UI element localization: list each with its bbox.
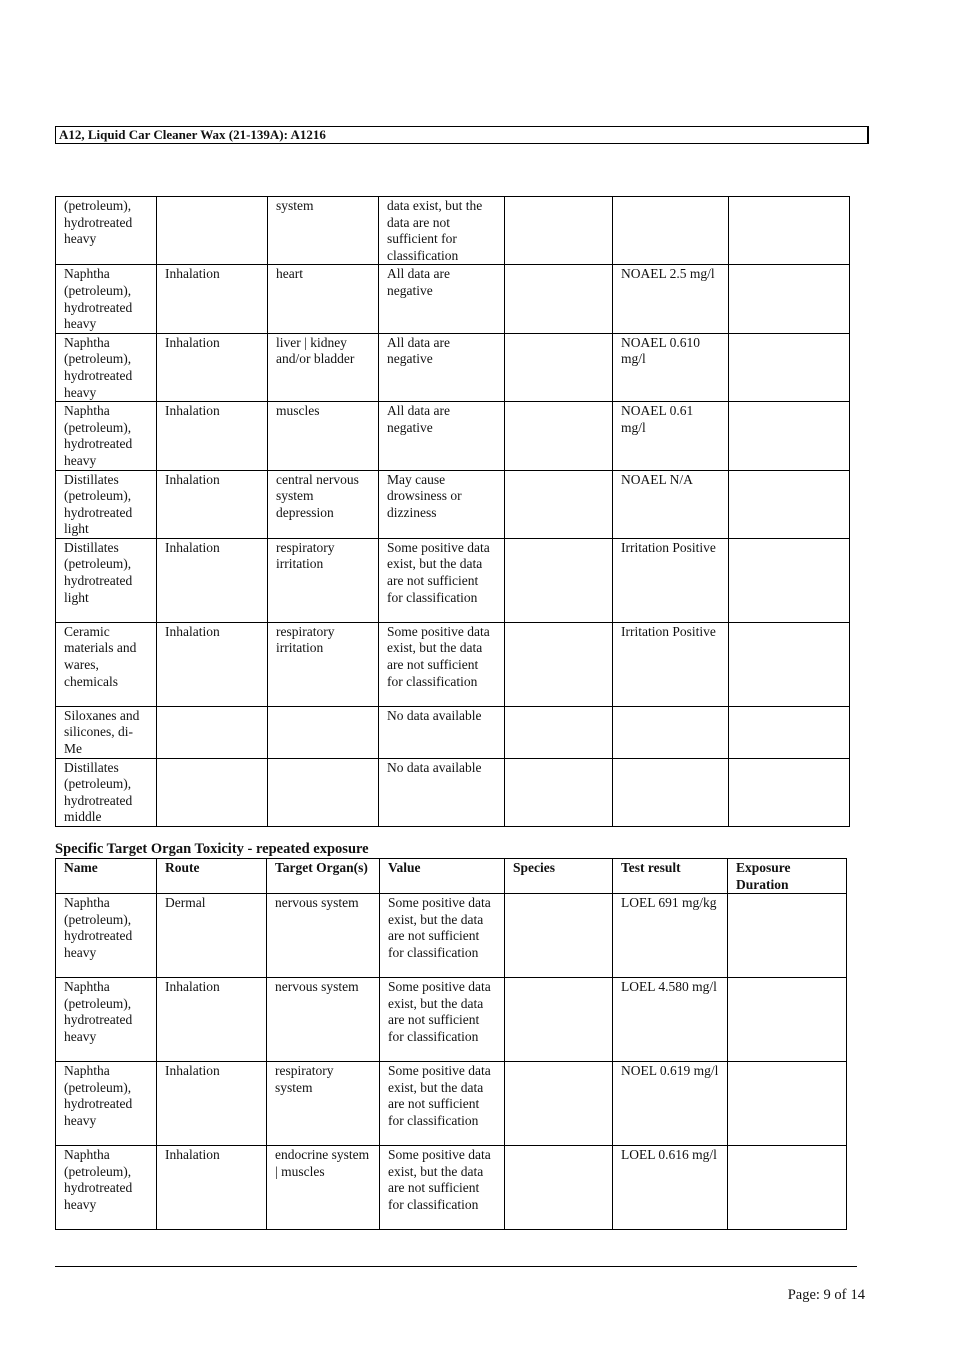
target-organ-cell: system (268, 197, 379, 265)
species-cell (505, 1146, 613, 1230)
table-row (56, 978, 847, 1062)
species-cell (505, 758, 613, 826)
exposure-duration-cell (729, 622, 850, 706)
species-cell (505, 894, 613, 978)
value-cell: Some positive data exist, but the data are not sufficient for classification (379, 622, 505, 706)
species-cell (505, 1062, 613, 1146)
table-row (56, 538, 850, 622)
route-cell (157, 706, 268, 758)
value-cell: May cause drowsiness or dizziness (379, 470, 505, 538)
test-result-cell (613, 706, 729, 758)
test-result-cell: Irritation Positive (613, 622, 729, 706)
route-cell: Inhalation (157, 978, 267, 1062)
value-cell: All data are negative (379, 402, 505, 470)
test-result-cell (613, 758, 729, 826)
target-organ-cell: muscles (268, 402, 379, 470)
species-cell (505, 978, 613, 1062)
repeated-exposure-table (55, 858, 847, 1230)
target-organ-cell: nervous system (267, 894, 380, 978)
species-cell (505, 265, 613, 333)
test-result-cell: LOEL 691 mg/kg (613, 894, 728, 978)
table-row (56, 1146, 847, 1230)
table-row (56, 1062, 847, 1146)
species-cell (505, 402, 613, 470)
name-cell: Siloxanes and silicones, di-Me (56, 706, 157, 758)
value-cell: Some positive data exist, but the data are not sufficient for classification (380, 1062, 505, 1146)
value-cell: All data are negative (379, 333, 505, 401)
table-row (56, 622, 850, 706)
route-cell: Inhalation (157, 538, 268, 622)
exposure-duration-cell (729, 333, 850, 401)
test-result-cell: NOAEL 0.610 mg/l (613, 333, 729, 401)
name-cell: Naphtha (petroleum), hydrotreated heavy (56, 333, 157, 401)
name-cell: Naphtha (petroleum), hydrotreated heavy (56, 1146, 157, 1230)
exposure-duration-cell (729, 197, 850, 265)
document-header: A12, Liquid Car Cleaner Wax (21-139A): A1216 (55, 126, 869, 144)
exposure-duration-cell (729, 706, 850, 758)
table-row (56, 265, 850, 333)
target-organ-cell: nervous system (267, 978, 380, 1062)
route-cell: Inhalation (157, 1146, 267, 1230)
exposure-duration-cell (728, 1062, 847, 1146)
name-cell: Naphtha (petroleum), hydrotreated heavy (56, 402, 157, 470)
name-cell: Distillates (petroleum), hydrotreated middle (56, 758, 157, 826)
table-row (56, 758, 850, 826)
table-row (56, 197, 850, 265)
target-organ-cell: respiratory system (267, 1062, 380, 1146)
value-cell: All data are negative (379, 265, 505, 333)
exposure-duration-cell (729, 758, 850, 826)
exposure-duration-cell (728, 978, 847, 1062)
species-cell (505, 333, 613, 401)
value-cell: No data available (379, 706, 505, 758)
table-row (56, 333, 850, 401)
value-cell: Some positive data exist, but the data are not sufficient for classification (379, 538, 505, 622)
value-cell: No data available (379, 758, 505, 826)
test-result-cell: Irritation Positive (613, 538, 729, 622)
total-pages: 14 (850, 1287, 865, 1303)
route-cell: Inhalation (157, 265, 268, 333)
exposure-duration-cell (729, 265, 850, 333)
target-organ-cell (268, 706, 379, 758)
section-title: Specific Target Organ Toxicity - repeated exposure (55, 841, 369, 857)
value-cell: data exist, but the data are not sufficient for classification (379, 197, 505, 265)
test-result-cell: LOEL 0.616 mg/l (613, 1146, 728, 1230)
name-cell: Naphtha (petroleum), hydrotreated heavy (56, 1062, 157, 1146)
species-cell (505, 197, 613, 265)
route-cell: Inhalation (157, 622, 268, 706)
route-cell: Inhalation (157, 402, 268, 470)
table-row (56, 894, 847, 978)
page-number (788, 1286, 865, 1304)
exposure-duration-cell (728, 894, 847, 978)
value-cell: Some positive data exist, but the data are not sufficient for classification (380, 978, 505, 1062)
test-result-cell (613, 197, 729, 265)
target-organ-cell (268, 758, 379, 826)
route-cell: Dermal (157, 894, 267, 978)
target-organ-cell: liver | kidney and/or bladder (268, 333, 379, 401)
target-organ-cell: respiratory irritation (268, 622, 379, 706)
name-cell: (petroleum), hydrotreated heavy (56, 197, 157, 265)
species-cell (505, 706, 613, 758)
name-cell: Naphtha (petroleum), hydrotreated heavy (56, 265, 157, 333)
exposure-duration-cell (729, 402, 850, 470)
exposure-duration-cell (729, 538, 850, 622)
target-organ-cell: endocrine system | muscles (267, 1146, 380, 1230)
column-header-value: Value (380, 859, 505, 894)
species-cell (505, 622, 613, 706)
target-organ-cell: respiratory irritation (268, 538, 379, 622)
table-header-row (56, 859, 847, 894)
footer-rule (55, 1266, 857, 1267)
value-cell: Some positive data exist, but the data are not sufficient for classification (380, 894, 505, 978)
name-cell: Distillates (petroleum), hydrotreated light (56, 470, 157, 538)
route-cell: Inhalation (157, 470, 268, 538)
species-cell (505, 538, 613, 622)
target-organ-cell: heart (268, 265, 379, 333)
name-cell: Ceramic materials and wares, chemicals (56, 622, 157, 706)
route-cell (157, 758, 268, 826)
exposure-duration-cell (728, 1146, 847, 1230)
page-label: Page: 9 of (787, 1287, 847, 1303)
test-result-cell: LOEL 4.580 mg/l (613, 978, 728, 1062)
table-row (56, 470, 850, 538)
test-result-cell: NOAEL 2.5 mg/l (613, 265, 729, 333)
column-header-test-result: Test result (613, 859, 728, 894)
column-header-name: Name (56, 859, 157, 894)
single-exposure-table (55, 196, 850, 827)
test-result-cell: NOAEL N/A (613, 470, 729, 538)
name-cell: Naphtha (petroleum), hydrotreated heavy (56, 978, 157, 1062)
route-cell: Inhalation (157, 333, 268, 401)
exposure-duration-cell (729, 470, 850, 538)
column-header-exposure-duration: Exposure Duration (728, 859, 847, 894)
name-cell: Naphtha (petroleum), hydrotreated heavy (56, 894, 157, 978)
test-result-cell: NOEL 0.619 mg/l (613, 1062, 728, 1146)
value-cell: Some positive data exist, but the data are not sufficient for classification (380, 1146, 505, 1230)
name-cell: Distillates (petroleum), hydrotreated light (56, 538, 157, 622)
test-result-cell: NOAEL 0.61 mg/l (613, 402, 729, 470)
target-organ-cell: central nervous system depression (268, 470, 379, 538)
table-row (56, 706, 850, 758)
column-header-route: Route (157, 859, 267, 894)
route-cell (157, 197, 268, 265)
species-cell (505, 470, 613, 538)
column-header-species: Species (505, 859, 613, 894)
column-header-target-organs: Target Organ(s) (267, 859, 380, 894)
table-row (56, 402, 850, 470)
route-cell: Inhalation (157, 1062, 267, 1146)
